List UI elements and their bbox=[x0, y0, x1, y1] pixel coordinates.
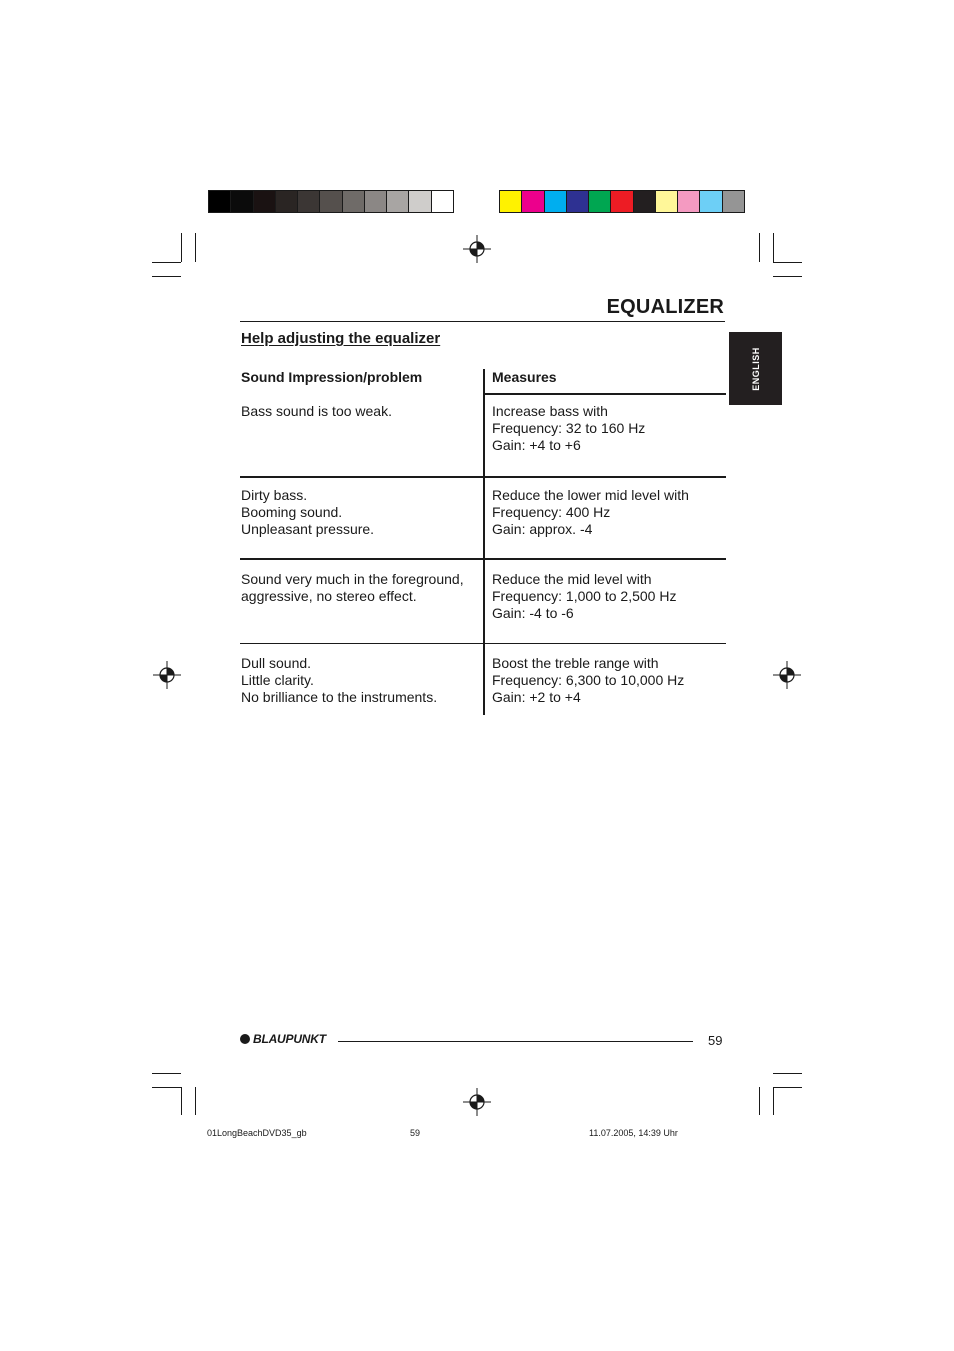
section-heading: Help adjusting the equalizer bbox=[241, 330, 441, 347]
row-divider bbox=[240, 558, 726, 560]
crop-mark bbox=[181, 233, 182, 262]
calibration-swatch bbox=[320, 191, 342, 212]
footer-divider bbox=[338, 1041, 693, 1042]
registration-mark-icon bbox=[773, 661, 801, 689]
calibration-swatch bbox=[700, 191, 722, 212]
calibration-swatch bbox=[276, 191, 298, 212]
problem-line: aggressive, no stereo effect. bbox=[241, 588, 417, 604]
grayscale-calibration-bar bbox=[208, 190, 454, 213]
measure-line: Reduce the lower mid level with bbox=[492, 487, 689, 503]
calibration-swatch bbox=[387, 191, 409, 212]
problem-line: Dull sound. bbox=[241, 655, 312, 671]
problem-line: Little clarity. bbox=[241, 672, 314, 688]
registration-mark-icon bbox=[463, 235, 491, 263]
page-number: 59 bbox=[708, 1033, 723, 1048]
crop-mark bbox=[152, 1087, 181, 1088]
problem-line: Booming sound. bbox=[241, 504, 343, 520]
page-title: EQUALIZER bbox=[606, 296, 724, 318]
brand-logo bbox=[240, 1032, 326, 1046]
crop-mark bbox=[773, 233, 774, 262]
print-slug-page: 59 bbox=[410, 1128, 421, 1138]
measure-line: Gain: -4 to -6 bbox=[492, 605, 574, 621]
crop-mark bbox=[152, 1073, 181, 1074]
crop-mark bbox=[195, 1087, 196, 1115]
problem-line: Unpleasant pressure. bbox=[241, 521, 375, 537]
calibration-swatch bbox=[343, 191, 365, 212]
calibration-swatch bbox=[567, 191, 589, 212]
row-divider bbox=[240, 476, 726, 478]
table-row-1-problem bbox=[241, 403, 392, 420]
calibration-swatch bbox=[678, 191, 700, 212]
calibration-swatch bbox=[634, 191, 656, 212]
measure-line: Gain: +4 to +6 bbox=[492, 437, 581, 453]
color-calibration-bar bbox=[499, 190, 745, 213]
row-divider bbox=[240, 643, 726, 644]
crop-mark bbox=[773, 1087, 802, 1088]
crop-mark bbox=[152, 262, 181, 263]
measure-line: Frequency: 32 to 160 Hz bbox=[492, 420, 646, 436]
language-tab-label: ENGLISH bbox=[750, 346, 761, 391]
table-row-2-problem bbox=[241, 487, 374, 538]
crop-mark bbox=[773, 1073, 802, 1074]
measure-line: Frequency: 6,300 to 10,000 Hz bbox=[492, 672, 685, 688]
crop-mark bbox=[773, 1087, 774, 1115]
crop-mark bbox=[195, 233, 196, 262]
table-row-2-measure bbox=[492, 487, 689, 538]
column-divider bbox=[483, 369, 485, 715]
problem-line: No brilliance to the instruments. bbox=[241, 689, 438, 705]
measure-line: Reduce the mid level with bbox=[492, 571, 652, 587]
calibration-swatch bbox=[522, 191, 544, 212]
calibration-swatch bbox=[231, 191, 253, 212]
table-row-3-measure bbox=[492, 571, 676, 622]
calibration-swatch bbox=[365, 191, 387, 212]
table-row-3-problem bbox=[241, 571, 464, 605]
crop-mark bbox=[773, 262, 802, 263]
crop-mark bbox=[181, 1087, 182, 1115]
crop-mark bbox=[152, 276, 181, 277]
brand-name: BLAUPUNKT bbox=[253, 1032, 326, 1046]
crop-mark bbox=[759, 1087, 760, 1115]
measure-line: Gain: approx. -4 bbox=[492, 521, 593, 537]
table-row-4-problem bbox=[241, 655, 437, 706]
measure-line: Boost the treble range with bbox=[492, 655, 659, 671]
print-slug-filename: 01LongBeachDVD35_gb bbox=[207, 1128, 307, 1138]
registration-mark-icon bbox=[463, 1088, 491, 1116]
table-row-4-measure bbox=[492, 655, 684, 706]
header-rule bbox=[485, 393, 726, 395]
problem-line: Bass sound is too weak. bbox=[241, 403, 392, 419]
calibration-swatch bbox=[611, 191, 633, 212]
print-slug-date: 11.07.2005, 14:39 Uhr bbox=[589, 1128, 678, 1138]
calibration-swatch bbox=[254, 191, 276, 212]
logo-dot-icon bbox=[240, 1034, 250, 1044]
calibration-swatch bbox=[545, 191, 567, 212]
calibration-swatch bbox=[209, 191, 231, 212]
problem-line: Sound very much in the foreground, bbox=[241, 571, 464, 587]
calibration-swatch bbox=[298, 191, 320, 212]
calibration-swatch bbox=[589, 191, 611, 212]
column-header-problem: Sound Impression/problem bbox=[241, 369, 423, 385]
measure-line: Gain: +2 to +4 bbox=[492, 689, 581, 705]
crop-mark bbox=[773, 276, 802, 277]
language-tab bbox=[729, 332, 782, 405]
calibration-swatch bbox=[500, 191, 522, 212]
measure-line: Frequency: 400 Hz bbox=[492, 504, 611, 520]
problem-line: Dirty bass. bbox=[241, 487, 308, 503]
calibration-swatch bbox=[723, 191, 744, 212]
table-row-1-measure bbox=[492, 403, 645, 454]
calibration-swatch bbox=[432, 191, 453, 212]
calibration-swatch bbox=[656, 191, 678, 212]
calibration-swatch bbox=[409, 191, 431, 212]
title-divider bbox=[240, 321, 725, 322]
measure-line: Frequency: 1,000 to 2,500 Hz bbox=[492, 588, 677, 604]
measure-line: Increase bass with bbox=[492, 403, 608, 419]
column-header-measures: Measures bbox=[492, 369, 557, 385]
crop-mark bbox=[759, 233, 760, 262]
registration-mark-icon bbox=[153, 661, 181, 689]
